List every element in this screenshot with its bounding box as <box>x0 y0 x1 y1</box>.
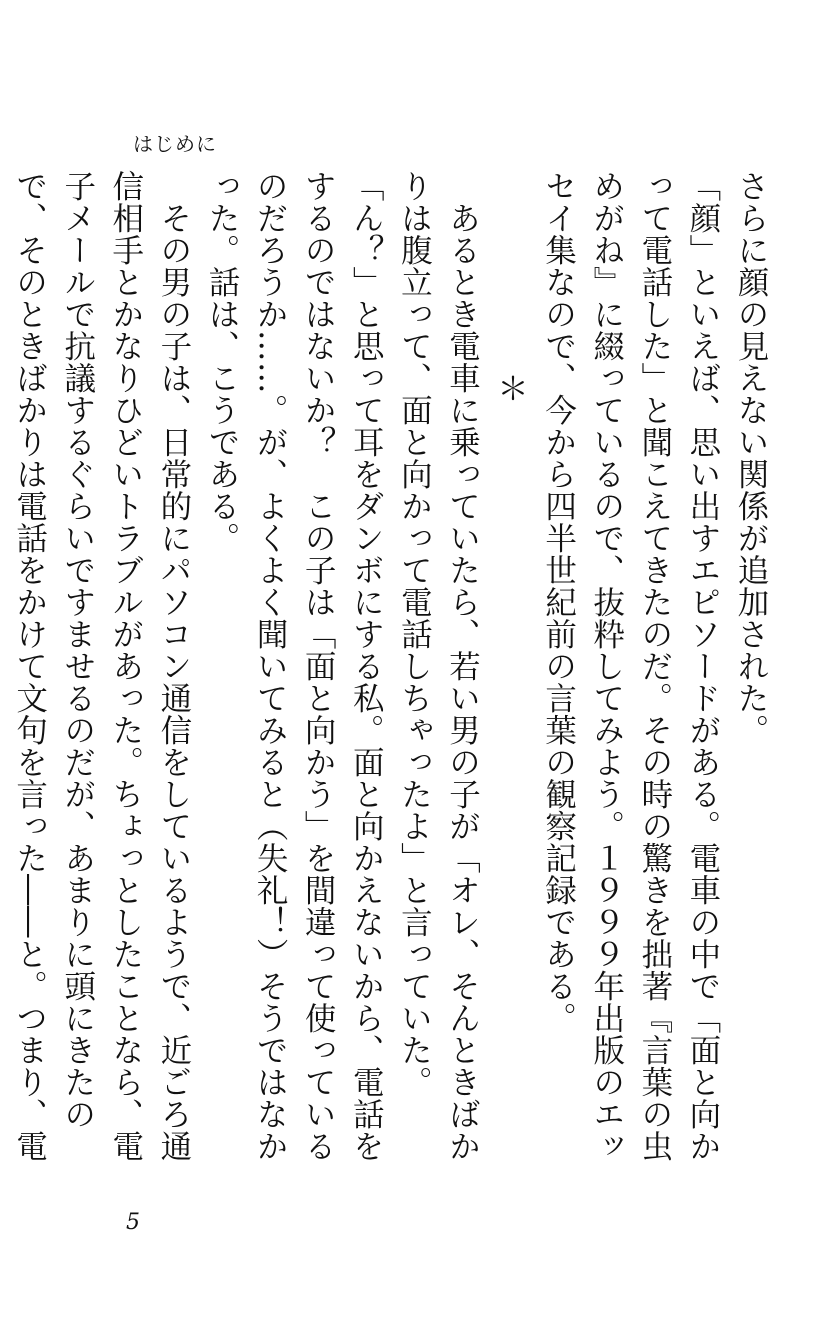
vertical-body-text <box>0 170 775 1180</box>
excerpt-paragraph: その男の子は、日常的にパソコン通信をしているようで、近ごろ通信相手とかなりひどいトラブルがあった。ちょっとしたことなら、電子メールで抗議するぐらいですませるのだが、あまりに頭にきたので、そのときばかりは電話をかけて文句を言った――と。つまり、電 <box>11 170 192 1162</box>
paragraph: さらに顔の見えない関係が追加された。 <box>733 170 769 746</box>
page-number: 5 <box>126 1210 140 1235</box>
excerpt-paragraph: あるとき電車に乗っていたら、若い男の子が「オレ、そんときばかりは腹立って、面と向かって電話しちゃったよ」と言っていた。「ん？」と思って耳をダンボにする私。面と向かえないから、電話をするのではないか？ この子は「面と向かう」を間違って使っているのだろうか……。が、よくよく聞いてみると（失礼！）そうではなかった。話は、こうである。 <box>203 170 481 1162</box>
running-head: はじめに <box>133 132 217 156</box>
paragraph: 「顔」といえば、思い出すエピソードがある。電車の中で「面と向かって電話した」と聞こえてきたのだ。その時の驚きを拙著『言葉の虫めがね』に綴っているので、抜粋してみよう。１９９９年出版のエッセイ集なので、今から四半世紀前の言葉の観察記録である。 <box>540 170 721 1162</box>
section-break-asterisk: ＊ <box>492 371 529 404</box>
